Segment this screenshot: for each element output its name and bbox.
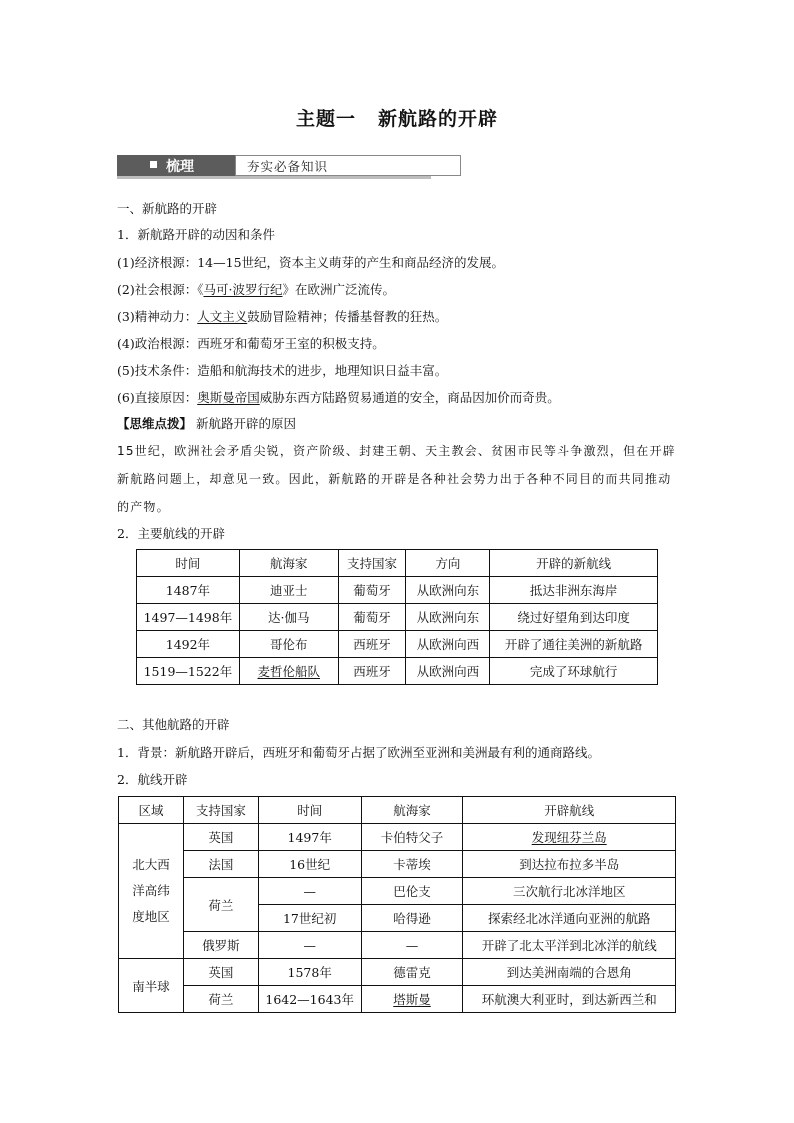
page-title <box>0 104 794 131</box>
table-cell: 16世纪 <box>258 851 361 878</box>
table-cell: 荷兰 <box>183 986 258 1013</box>
table-cell: 巴伦支 <box>361 878 463 905</box>
table-cell: — <box>361 932 463 959</box>
table-cell: 绕过好望角到达印度 <box>490 604 658 631</box>
table-cell: 荷兰 <box>183 878 258 932</box>
table-cell: 英国 <box>183 959 258 986</box>
table-cell: 1578年 <box>258 959 361 986</box>
table-cell: 英国 <box>183 824 258 851</box>
other-routes-table <box>118 796 676 1013</box>
title-part2: 新航路的开辟 <box>378 108 499 130</box>
header-cell: 开辟的新航线 <box>490 550 658 577</box>
underlined-text: 发现纽芬兰岛 <box>531 830 607 845</box>
table-cell: 达·伽马 <box>239 604 338 631</box>
table-row <box>119 932 676 959</box>
banner-underline <box>117 176 431 179</box>
table-cell: 德雷克 <box>361 959 463 986</box>
table-cell: 开辟了通往美洲的新航路 <box>490 631 658 658</box>
tip-label: 【思维点拨】 <box>117 416 193 431</box>
item-spiritual: (3)精神动力：人文主义鼓励冒险精神；传播基督教的狂热。 <box>117 309 448 324</box>
header-cell: 方向 <box>406 550 490 577</box>
table-cell: 西班牙 <box>338 658 406 685</box>
table-row <box>119 851 676 878</box>
table-cell: 迪亚士 <box>239 577 338 604</box>
table-row <box>119 959 676 986</box>
main-routes-table <box>136 549 658 685</box>
table-cell: 到达拉布拉多半岛 <box>463 851 676 878</box>
header-cell: 支持国家 <box>183 797 258 824</box>
table-cell: 卡伯特父子 <box>361 824 463 851</box>
table-cell: 从欧洲向东 <box>406 577 490 604</box>
section-heading-1: 一、新航路的开辟 <box>117 201 218 216</box>
table-cell: 完成了环球航行 <box>490 658 658 685</box>
table-cell: 卡蒂埃 <box>361 851 463 878</box>
table-cell: 三次航行北冰洋地区 <box>463 878 676 905</box>
table-cell <box>361 986 463 1013</box>
table-cell <box>239 658 338 685</box>
table-cell: — <box>258 932 361 959</box>
item-social: (2)社会根源：《马可·波罗行纪》在欧洲广泛流传。 <box>117 282 395 297</box>
table-cell: 从欧洲向西 <box>406 658 490 685</box>
table-cell: 从欧洲向东 <box>406 604 490 631</box>
region-cell: 南半球 <box>119 959 184 1013</box>
table-cell: 哈得逊 <box>361 905 463 932</box>
table-cell: 17世纪初 <box>258 905 361 932</box>
table-row <box>119 824 676 851</box>
table-cell: 哥伦布 <box>239 631 338 658</box>
header-cell: 航海家 <box>239 550 338 577</box>
table-row <box>137 604 658 631</box>
table-cell: 葡萄牙 <box>338 604 406 631</box>
table-cell: 环航澳大利亚时，到达新西兰和 <box>463 986 676 1013</box>
table-cell: 开辟了北太平洋到北冰洋的航线 <box>463 932 676 959</box>
subheading-routes: 2．主要航线的开辟 <box>117 526 225 541</box>
header-cell: 开辟航线 <box>463 797 676 824</box>
table-cell: 从欧洲向西 <box>406 631 490 658</box>
table-header-row <box>119 797 676 824</box>
underlined-text: 塔斯曼 <box>393 992 431 1007</box>
banner-subtitle: 夯实必备知识 <box>247 159 329 174</box>
header-cell: 时间 <box>258 797 361 824</box>
region-cell: 北大西洋高纬度地区 <box>119 824 184 959</box>
table-cell: 1497年 <box>258 824 361 851</box>
table-cell: 1487年 <box>137 577 240 604</box>
section-banner <box>117 155 431 181</box>
title-part1: 主题一 <box>295 108 356 130</box>
header-cell: 时间 <box>137 550 240 577</box>
table-row <box>119 878 676 905</box>
banner-label: 梳理 <box>166 159 194 175</box>
table-row <box>137 631 658 658</box>
underlined-text: 麦哲伦船队 <box>257 664 320 679</box>
header-cell: 航海家 <box>361 797 463 824</box>
item-economic: (1)经济根源：14—15世纪，资本主义萌芽的产生和商品经济的发展。 <box>117 255 505 270</box>
table-cell: 葡萄牙 <box>338 577 406 604</box>
table-cell: 1497—1498年 <box>137 604 240 631</box>
table-cell: 法国 <box>183 851 258 878</box>
thinking-tip-heading <box>117 416 296 432</box>
table-cell: 俄罗斯 <box>183 932 258 959</box>
subheading-motives: 1．新航路开辟的动因和条件 <box>117 227 275 242</box>
tip-paragraph: 15世纪，欧洲社会矛盾尖锐，资产阶级、封建王朝、天主教会、贫困市民等斗争激烈，但在开辟新航路问题上，却意见一致。因此，新航路的开辟是各种社会势力出于各种不同目的而共同推动的产物。 <box>117 444 676 514</box>
table-cell: 1492年 <box>137 631 240 658</box>
table-row <box>137 577 658 604</box>
tip-title: 新航路开辟的原因 <box>196 416 297 431</box>
table-header-row <box>137 550 658 577</box>
item-political: (4)政治根源：西班牙和葡萄牙王室的积极支持。 <box>117 336 385 351</box>
header-cell: 支持国家 <box>338 550 406 577</box>
table-row <box>119 986 676 1013</box>
section-heading-2: 二、其他航路的开辟 <box>117 717 230 732</box>
subheading-other-routes: 2．航线开辟 <box>117 772 188 787</box>
table-cell: 到达美洲南端的合恩角 <box>463 959 676 986</box>
table-cell: 1642—1643年 <box>258 986 361 1013</box>
square-bullet-icon <box>150 161 157 168</box>
table-cell: 1519—1522年 <box>137 658 240 685</box>
item-direct: (6)直接原因：奥斯曼帝国威胁东西方陆路贸易通道的安全，商品因加价而奇贵。 <box>117 390 560 405</box>
table-row <box>137 658 658 685</box>
table-cell <box>463 824 676 851</box>
item-technical: (5)技术条件：造船和航海技术的进步，地理知识日益丰富。 <box>117 363 448 378</box>
table-cell: 抵达非洲东海岸 <box>490 577 658 604</box>
header-cell: 区域 <box>119 797 184 824</box>
table-cell: 西班牙 <box>338 631 406 658</box>
table-cell: 探索经北冰洋通向亚洲的航路 <box>463 905 676 932</box>
table-cell: — <box>258 878 361 905</box>
background-line: 1．背景：新航路开辟后，西班牙和葡萄牙占据了欧洲至亚洲和美洲最有利的通商路线。 <box>117 745 600 760</box>
